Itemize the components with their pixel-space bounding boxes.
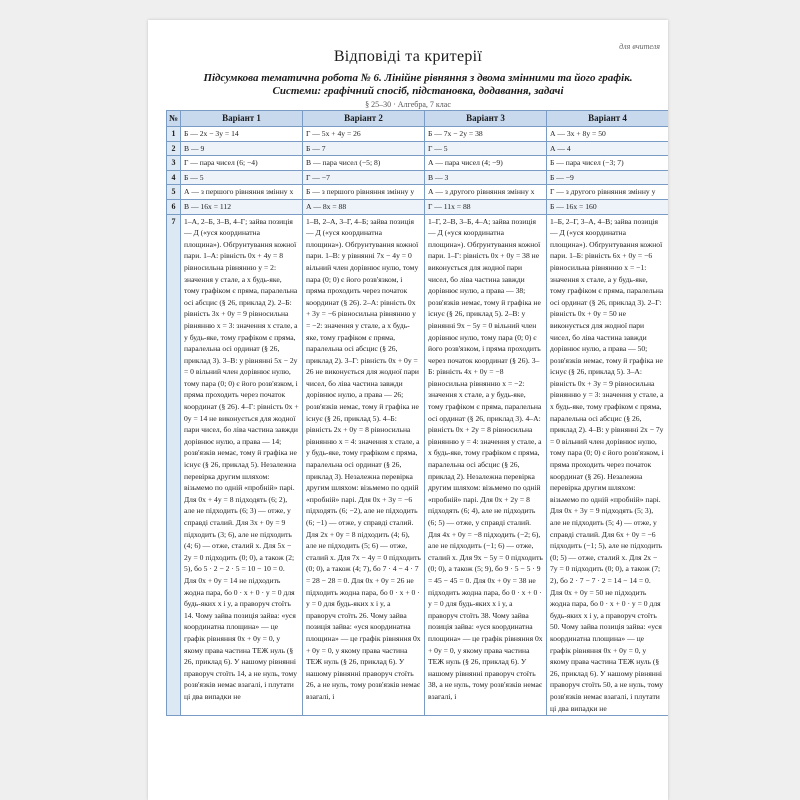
teacher-note: для вчителя — [619, 42, 660, 51]
table-row — [167, 141, 669, 156]
answer-cell: Б — 7 — [303, 141, 425, 156]
answer-cell: 1–Г, 2–В, 3–Б, 4–А; зайва позиція — Д («уся координатна площина»). Обґрунтування кожної пари. 1–Г: рівність 0x + 0y = 38 не виконується для жодної пари чисел, бо ліва частина завжди дорівнює нулю, а права — 38; розв'язків немає, тому й графіка не існує (§ 26, приклад 5). 2–В: у рівнянні 9x − 5y = 0 вільний член дорівнює нулю, тому пара (0; 0) є його розв'язком, і пряма проходить через початок координат (§ 26). 3–Б: рівність 4x + 0y = −8 рівносильна рівнянню x = −2: значення x стале, а y будь-яке, тому графіком є пряма, паралельна осі ординат (§ 26, приклад 3). 4–А: рівність 0x + 2y = 8 рівносильна рівнянню y = 4: значення y стале, а x будь-яке, тому графіком є пряма, паралельна осі абсцис (§ 26, приклад 2). Незалежна перевірка другим шляхом: візьмемо по одній «пробній» парі. Для 0x + 2y = 8 підходять (6; 4), але не підходить (6; 5) — отже, у справді сталий. Для 4x + 0y = −8 підходить (−2; 6), але не підходить (−1; 6) — отже, сталий x. Для 9x − 5y = 0 підходить (0; 0), а також (5; 9), бо 9 · 5 − 5 · 9 = 45 − 45 = 0. Для 0x + 0y = 38 не підходить жодна пара, бо 0 · x + 0 · y = 0 для будь-яких x і y, а праворуч стоїть 38. Чому зайва позиція зайва: «уся координатна площина» — це графік рівняння 0x + 0y = 0, у якому права частина ТЕЖ нуль (§ 26, приклад 6). У нашому рівнянні праворуч стоїть 38, а не нуль, тому розв'язків немає взагалі, і — [425, 214, 547, 716]
answer-cell: Б — −9 — [547, 170, 669, 185]
row-number: 2 — [167, 141, 181, 156]
answer-cell: В — 9 — [181, 141, 303, 156]
answer-cell: Г — з другого рівняння змінну y — [547, 185, 669, 200]
answer-cell: В — 3 — [425, 170, 547, 185]
table-row — [167, 185, 669, 200]
answer-cell: А — 3x + 8y = 50 — [547, 127, 669, 142]
answer-cell: 1–В, 2–А, 3–Г, 4–Б; зайва позиція — Д («уся координатна площина»). Обґрунтування кожної пари. 1–В: у рівнянні 7x − 4y = 0 вільний член дорівнює нулю, тому пара (0; 0) є його розв'язком, і пряма проходить через початок координат (§ 26). 2–А: рівність 0x + 3y = −6 рівносильна рівнянню y = −2: значення y стале, а x будь-яке, тому графіком є пряма, паралельна осі абсцис (§ 26, приклад 2). 3–Г: рівність 0x + 0y = 26 не виконується для жодної пари чисел, бо ліва частина завжди дорівнює нулю, а права — 26; розв'язків немає, тому й графіка не існує (§ 26, приклад 5). 4–Б: рівність 2x + 0y = 8 рівносильна рівнянню x = 4: значення x стале, а y будь-яке, тому графіком є пряма, паралельна осі ординат (§ 26, приклад 3). Незалежна перевірка другим шляхом: візьмемо по одній «пробній» парі. Для 0x + 3y = −6 підходять (6; −2), але не підходить (6; −1) — отже, у справді сталий. Для 2x + 0y = 8 підходить (4; 6), але не підходить (5; 6) — отже, сталий x. Для 7x − 4y = 0 підходить (0; 0), а також (4; 7), бо 7 · 4 − 4 · 7 = 28 − 28 = 0. Для 0x + 0y = 26 не підходить жодна пара, бо 0 · x + 0 · y = 0 для будь-яких x і y, а праворуч стоїть 26. Чому зайва позиція зайва: «уся координатна площина» — це графік рівняння 0x + 0y = 0, у якому права частина ТЕЖ нуль (§ 26, приклад 6). У нашому рівнянні праворуч стоїть 26, а не нуль, тому розв'язків немає взагалі, і — [303, 214, 425, 716]
row-number: 6 — [167, 199, 181, 214]
answer-cell: Г — пара чисел (6; −4) — [181, 156, 303, 171]
row-number: 5 — [167, 185, 181, 200]
column-header-variant-1: Варіант 1 — [181, 111, 303, 127]
answer-cell: А — з другого рівняння змінну x — [425, 185, 547, 200]
table-row — [167, 214, 669, 716]
answer-cell: В — 16x = 112 — [181, 199, 303, 214]
row-number: 3 — [167, 156, 181, 171]
table-row — [167, 156, 669, 171]
table-row — [167, 199, 669, 214]
table-header-row — [167, 111, 669, 127]
column-header-variant-4: Варіант 4 — [547, 111, 669, 127]
answer-cell: 1–А, 2–Б, 3–В, 4–Г; зайва позиція — Д («уся координатна площина»). Обґрунтування кожної пари. 1–А: рівність 0x + 4y = 8 рівносильна рівнянню y = 2: значення y стале, а x будь-яке, тому графіком є пряма, паралельна осі абсцис (§ 26, приклад 2). 2–Б: рівність 3x + 0y = 9 рівносильна рівнянню x = 3: значення x стале, а y будь-яке, тому графіком є пряма, паралельна осі ординат (§ 26, приклад 3). 3–В: у рівнянні 5x − 2y = 0 вільний член дорівнює нулю, тому пара (0; 0) є його розв'язком, і пряма проходить через початок координат (§ 26). 4–Г: рівність 0x + 0y = 14 не виконується для жодної пари чисел, бо ліва частина завжди дорівнює нулю, а права — 14; розв'язків немає, тому й графіка не існує (§ 26, приклад 5). Незалежна перевірка другим шляхом: візьмемо по одній «пробній» парі. Для 0x + 4y = 8 підходять (6; 2), але не підходить (6; 3) — отже, у справді сталий. Для 3x + 0y = 9 підходить (3; 6), але не підходить (4; 6) — отже, сталий x. Для 5x − 2y = 0 підходить (0; 0), а також (2; 5), бо 5 · 2 − 2 · 5 = 10 − 10 = 0. Для 0x + 0y = 14 не підходить жодна пара, бо 0 · x + 0 · y = 0 для будь-яких x і y, а праворуч стоїть 14. Чому зайва позиція зайва: «уся координатна площина» — це графік рівняння 0x + 0y = 0, у якому права частина ТЕЖ нуль (§ 26, приклад 6). У нашому рівнянні праворуч стоїть 14, а не нуль, тому розв'язків немає взагалі, і плутати ці два випадки не — [181, 214, 303, 716]
work-subtitle: Підсумкова тематична робота № 6. Лінійне рівняння з двома змінними та його графік. Системи: графічний спосіб, підстановка, додавання, задачі — [203, 72, 633, 97]
page-title: Відповіді та критерії — [333, 48, 483, 65]
answer-cell: Г — 5 — [425, 141, 547, 156]
row-number: 4 — [167, 170, 181, 185]
column-header-number: № — [167, 111, 181, 127]
answer-cell: Г — 11x = 88 — [425, 199, 547, 214]
answer-cell: Г — 5x + 4y = 26 — [303, 127, 425, 142]
row-number: 1 — [167, 127, 181, 142]
answer-cell: А — з першого рівняння змінну x — [181, 185, 303, 200]
answer-cell: Б — 7x − 2y = 38 — [425, 127, 547, 142]
answer-cell: А — 8x = 88 — [303, 199, 425, 214]
answer-cell: Б — 5 — [181, 170, 303, 185]
answer-cell: Б — з першого рівняння змінну y — [303, 185, 425, 200]
answer-cell: Б — 2x − 3y = 14 — [181, 127, 303, 142]
table-row — [167, 127, 669, 142]
answer-cell: 1–Б, 2–Г, 3–А, 4–В; зайва позиція — Д («уся координатна площина»). Обґрунтування кожної пари. 1–Б: рівність 6x + 0y = −6 рівносильна рівнянню x = −1: значення x стале, а y будь-яке, тому графіком є пряма, паралельна осі ординат (§ 26, приклад 3). 2–Г: рівність 0x + 0y = 50 не виконується для жодної пари чисел, бо ліва частина завжди дорівнює нулю, а права — 50; розв'язків немає, тому й графіка не існує (§ 26, приклад 5). 3–А: рівність 0x + 3y = 9 рівносильна рівнянню y = 3: значення y стале, а x будь-яке, тому графіком є пряма, паралельна осі абсцис (§ 26, приклад 2). 4–В: у рівнянні 2x − 7y = 0 вільний член дорівнює нулю, тому пара (0; 0) є його розв'язком, і пряма проходить через початок координат (§ 26). Незалежна перевірка другим шляхом: візьмемо по одній «пробній» парі. Для 0x + 3y = 9 підходять (5; 3), але не підходить (5; 4) — отже, у справді сталий. Для 6x + 0y = −6 підходить (−1; 5), але не підходить (0; 5) — отже, сталий x. Для 2x − 7y = 0 підходить (0; 0), а також (7; 2), бо 2 · 7 − 7 · 2 = 14 − 14 = 0. Для 0x + 0y = 50 не підходить жодна пара, бо 0 · x + 0 · y = 0 для будь-яких x і y, а праворуч стоїть 50. Чому зайва позиція зайва: «уся координатна площина» — це графік рівняння 0x + 0y = 0, у якому права частина ТЕЖ нуль (§ 26, приклад 6). У нашому рівнянні праворуч стоїть 50, а не нуль, тому розв'язків немає взагалі, і плутати ці два випадки не — [547, 214, 669, 716]
answers-table — [166, 110, 668, 716]
source-reference: § 25–30 · Алгебра, 7 клас — [365, 100, 451, 109]
column-header-variant-3: Варіант 3 — [425, 111, 547, 127]
answer-sheet-page — [148, 20, 668, 800]
answer-cell: Г — −7 — [303, 170, 425, 185]
answer-cell: А — 4 — [547, 141, 669, 156]
table-row — [167, 170, 669, 185]
answer-cell: В — пара чисел (−5; 8) — [303, 156, 425, 171]
row-number: 7 — [167, 214, 181, 716]
answer-cell: Б — 16x = 160 — [547, 199, 669, 214]
column-header-variant-2: Варіант 2 — [303, 111, 425, 127]
answer-cell: Б — пара чисел (−3; 7) — [547, 156, 669, 171]
answer-cell: А — пара чисел (4; −9) — [425, 156, 547, 171]
